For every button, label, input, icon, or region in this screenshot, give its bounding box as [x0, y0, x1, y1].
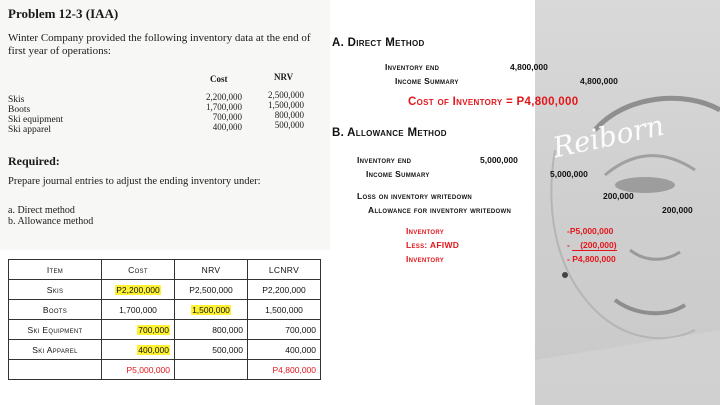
direct-method-heading: A. Direct Method — [332, 37, 425, 49]
total-cost-cell: P5,000,000 — [102, 360, 175, 380]
nrv-cell: 800,000 — [175, 320, 248, 340]
allowance-entry2-debit-amount: 200,000 — [603, 191, 634, 201]
problem-instruction: Prepare journal entries to adjust the ending inventory under: — [8, 176, 261, 187]
nrv-value: 1,500,000 — [192, 304, 230, 315]
total-label-cell — [9, 360, 102, 380]
allowance-entry1-debit: Inventory end — [357, 155, 412, 165]
cost-value: 700,000 — [138, 324, 169, 335]
signature-logo: Reiborn — [549, 108, 668, 165]
nrv-cell: 500,000 — [175, 340, 248, 360]
lcnrv-table — [8, 259, 321, 380]
table-row — [9, 320, 321, 340]
total-lcnrv-cell: P4,800,000 — [248, 360, 321, 380]
nrv-cell — [175, 300, 248, 320]
problem-item-name: Ski equipment — [8, 115, 64, 125]
calc-value: -P5,000,000 — [567, 226, 614, 236]
problem-item-nrv: 1,500,000 — [268, 100, 304, 110]
table-total-row — [9, 360, 321, 380]
problem-item-nrv: 800,000 — [274, 110, 304, 120]
calc-label: Less: AFIWD — [406, 240, 460, 250]
problem-item-cost: 2,200,000 — [206, 92, 242, 102]
problem-item-cost: 400,000 — [212, 122, 242, 132]
allowance-entry2-credit-amount: 200,000 — [662, 205, 693, 215]
column-header: NRV — [175, 260, 248, 280]
problem-item-name: Boots — [8, 105, 31, 115]
cost-value: P2,200,000 — [116, 284, 160, 295]
table-row — [9, 300, 321, 320]
cost-cell — [102, 280, 175, 300]
allowance-entry1-credit: Income Summary — [366, 169, 430, 179]
calc-dash: - — [567, 240, 573, 250]
lcnrv-cell: 1,500,000 — [248, 300, 321, 320]
direct-entry-debit-amount: 4,800,000 — [510, 62, 548, 72]
calc-value: - P4,800,000 — [567, 254, 616, 264]
direct-entry-debit: Inventory end — [385, 62, 440, 72]
problem-item-nrv: 2,500,000 — [268, 90, 304, 100]
column-header: LCNRV — [248, 260, 321, 280]
nrv-cell: P2,500,000 — [175, 280, 248, 300]
table-row — [9, 280, 321, 300]
cost-cell — [102, 340, 175, 360]
problem-scan — [0, 0, 330, 250]
required-heading: Required: — [8, 154, 60, 168]
allowance-entry1-credit-amount: 5,000,000 — [550, 169, 588, 179]
item-cell: Skis — [9, 280, 102, 300]
item-cell: Ski Equipment — [9, 320, 102, 340]
face-sketch-icon — [535, 0, 720, 405]
item-cell: Ski Apparel — [9, 340, 102, 360]
column-header: Cost — [102, 260, 175, 280]
direct-entry-credit-amount: 4,800,000 — [580, 76, 618, 86]
cost-value: 400,000 — [138, 344, 169, 355]
calc-value-row — [567, 240, 617, 250]
cost-cell — [102, 320, 175, 340]
problem-item-cost: 1,700,000 — [206, 102, 242, 112]
table-row — [9, 340, 321, 360]
calc-label: Inventory — [406, 226, 445, 236]
problem-col-nrv: NRV — [274, 72, 294, 82]
allowance-method-heading: B. Allowance Method — [332, 127, 447, 139]
problem-intro: Winter Company provided the following inventory data at the end of first year of operations: — [8, 32, 311, 57]
problem-col-cost: Cost — [210, 74, 228, 84]
item-cell: Boots — [9, 300, 102, 320]
cost-cell: 1,700,000 — [102, 300, 175, 320]
problem-title: Problem 12-3 (IAA) — [8, 6, 119, 21]
calc-value: (200,000) — [572, 240, 616, 251]
problem-option: a. Direct method — [8, 205, 75, 216]
lcnrv-cell: P2,200,000 — [248, 280, 321, 300]
allowance-entry2-debit: Loss on inventory writedown — [357, 191, 473, 201]
problem-item-cost: 700,000 — [212, 112, 242, 122]
column-header: Item — [9, 260, 102, 280]
total-nrv-cell — [175, 360, 248, 380]
allowance-entry1-debit-amount: 5,000,000 — [480, 155, 518, 165]
table-header-row — [9, 260, 321, 280]
problem-item-name: Skis — [8, 95, 25, 105]
calc-label: Inventory — [406, 254, 445, 264]
face-illustration — [535, 0, 720, 405]
problem-item-name: Ski apparel — [8, 125, 52, 135]
problem-option: b. Allowance method — [8, 216, 94, 227]
lcnrv-cell: 700,000 — [248, 320, 321, 340]
direct-entry-credit: Income Summary — [395, 76, 459, 86]
direct-result: Cost of Inventory = P4,800,000 — [408, 96, 579, 108]
problem-item-nrv: 500,000 — [274, 120, 304, 130]
lcnrv-cell: 400,000 — [248, 340, 321, 360]
allowance-entry2-credit: Allowance for inventory writedown — [368, 205, 512, 215]
